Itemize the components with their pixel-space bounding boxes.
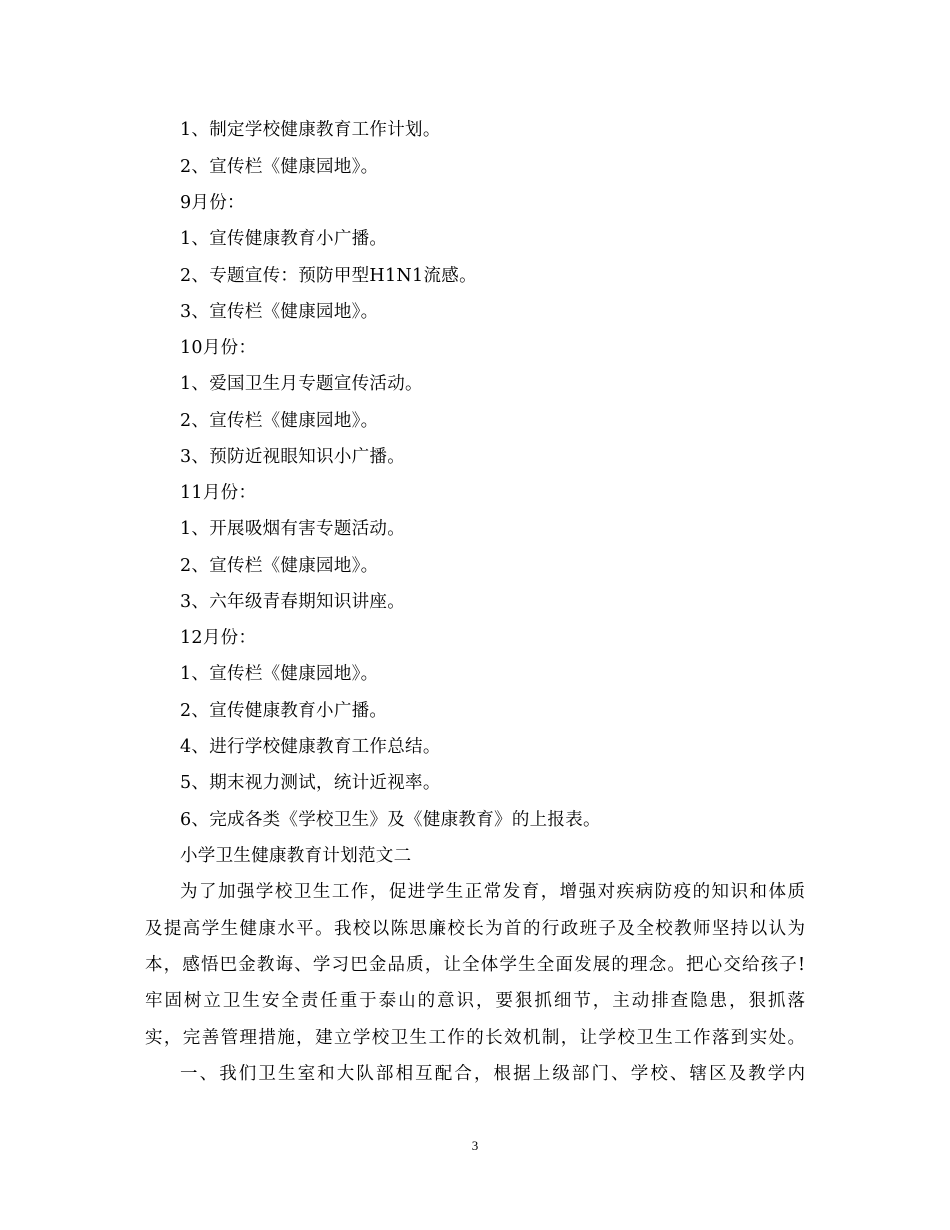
list-item: 6、完成各类《学校卫生》及《健康教育》的上报表。	[180, 810, 601, 830]
paragraph-line: 实，完善管理措施，建立学校卫生工作的长效机制，让学校卫生工作落到实处。	[145, 1028, 805, 1048]
list-item: 5、期末视力测试，统计近视率。	[180, 773, 441, 793]
month-heading: 11月份：	[180, 483, 257, 503]
list-item: 2、专题宣传：预防甲型H1N1流感。	[180, 266, 477, 286]
paragraph-line: 一、我们卫生室和大队部相互配合，根据上级部门、学校、辖区及教学内	[180, 1064, 805, 1084]
month-heading: 12月份：	[180, 628, 257, 648]
paragraph-line: 牢固树立卫生安全责任重于泰山的意识，要狠抓细节，主动排查隐患，狠抓落	[145, 991, 805, 1011]
section-title: 小学卫生健康教育计划范文二	[180, 846, 412, 866]
page-number: 3	[471, 1138, 479, 1153]
paragraph-line: 及提高学生健康水平。我校以陈思廉校长为首的行政班子及全校教师坚持以认为	[145, 919, 805, 939]
list-item: 1、宣传栏《健康园地》。	[180, 664, 379, 684]
list-item: 1、宣传健康教育小广播。	[180, 229, 388, 249]
list-item: 1、制定学校健康教育工作计划。	[180, 120, 441, 140]
list-item: 2、宣传栏《健康园地》。	[180, 411, 379, 431]
list-item: 1、开展吸烟有害专题活动。	[180, 519, 406, 539]
list-item: 2、宣传栏《健康园地》。	[180, 157, 379, 177]
list-item: 1、爱国卫生月专题宣传活动。	[180, 374, 423, 394]
list-item: 3、六年级青春期知识讲座。	[180, 592, 406, 612]
paragraph-line: 为了加强学校卫生工作，促进学生正常发育，增强对疾病防疫的知识和体质	[180, 882, 805, 902]
month-heading: 9月份：	[180, 193, 245, 213]
paragraph-line: 本，感悟巴金教诲、学习巴金品质，让全体学生全面发展的理念。把心交给孩子!	[145, 955, 805, 975]
month-heading: 10月份：	[180, 338, 257, 358]
list-item: 3、宣传栏《健康园地》。	[180, 302, 379, 322]
list-item: 2、宣传栏《健康园地》。	[180, 556, 379, 576]
list-item: 3、预防近视眼知识小广播。	[180, 447, 406, 467]
list-item: 2、宣传健康教育小广播。	[180, 701, 388, 721]
list-item: 4、进行学校健康教育工作总结。	[180, 737, 441, 757]
